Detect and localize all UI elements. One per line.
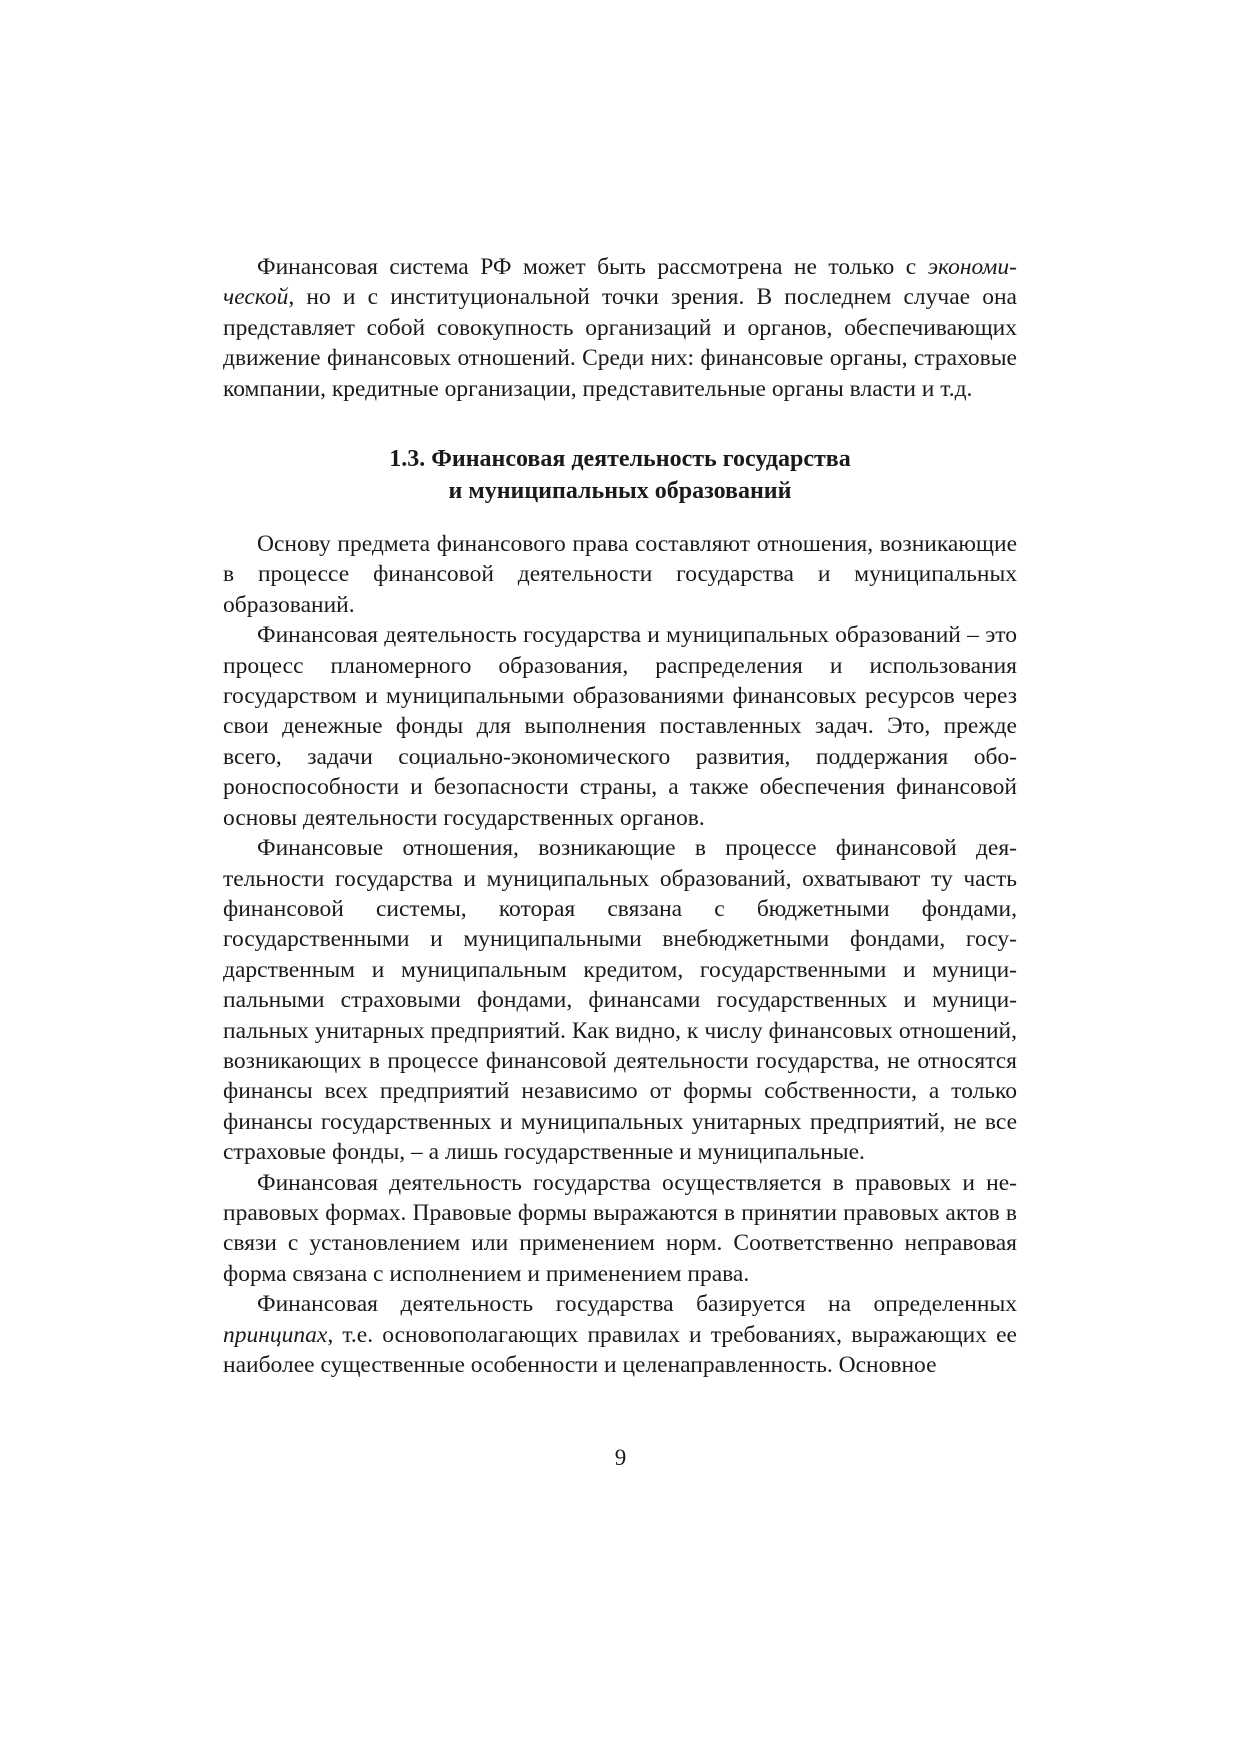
section-paragraph-1: Основу предмета финансового права составляют отношения, возникающие в процессе финансовой деятельности государства и муниципальных образований. — [223, 531, 1017, 618]
paragraph-5-text-start: Финансовая деятельность государства базируется на определенных — [257, 1291, 1017, 1318]
paragraph-5-italic-term: принципах — [223, 1321, 328, 1348]
section-paragraph-2: Финансовая деятельность государства и муниципальных образований – это процесс планомерного образования, распределения и использования государством и муниципальными образованиями финансовых ресурсов через свои денежные фонды для выполнения поставленных задач. Это, прежде всего, задачи социально-экономического развития, поддержания обороноспособности и безопасности страны, а также обеспечения финансовой основы деятельности государственных органов. — [223, 622, 1017, 831]
intro-italic-term: экономической — [223, 254, 1017, 311]
section-heading-line-1: 1.3. Финансовая деятельность государства — [389, 446, 851, 473]
intro-text-start: Финансовая система РФ может быть рассмотрена не только с — [257, 254, 928, 280]
section-heading-line-2: и муниципальных образований — [448, 478, 792, 505]
page-number: 9 — [614, 1445, 627, 1470]
section-paragraph-5 — [223, 1289, 1017, 1380]
paragraph-5-text-end: , т.е. основополагающих правилах и требованиях, выражающих ее наиболее существенные особенности и целенаправленность. Основное — [223, 1321, 1017, 1378]
intro-text-end: , но и с институциональной точки зрения. В последнем случае она представляет собой совокупность организаций и органов, обеспечивающих движение финансовых отношений. Среди них: финансовые органы, страховые компании, кредитные организации, представительные органы власти и т.д. — [223, 284, 1017, 402]
intro-paragraph — [223, 252, 1017, 404]
page-body — [223, 252, 1017, 1380]
section-heading — [223, 443, 1017, 507]
section-paragraph-3: Финансовые отношения, возникающие в процессе финансовой деятельности государства и муниципальных образований, охватывают ту часть финансовой системы, которая связана с бюджетными фондами, государственными и муниципальными внебюджетными фондами, государственным и муниципальным кредитом, государственными и муниципальными страховыми фондами, финансами государственных и муниципальных унитарных предприятий. Как видно, к числу финансовых отношений, возникающих в процессе финансовой деятельности государства, не относятся финансы всех предприятий независимо от формы собственности, а только финансы государственных и муниципальных унитарных предприятий, не все страховые фонды, – а лишь государственные и муниципальные. — [223, 835, 1017, 1166]
section-paragraph-4: Финансовая деятельность государства осуществляется в правовых и неправовых формах. Правовые формы выражаются в принятии правовых актов в связи с установлением или применением норм. Соответственно неправовая форма связана с исполнением и применением права. — [223, 1169, 1017, 1287]
